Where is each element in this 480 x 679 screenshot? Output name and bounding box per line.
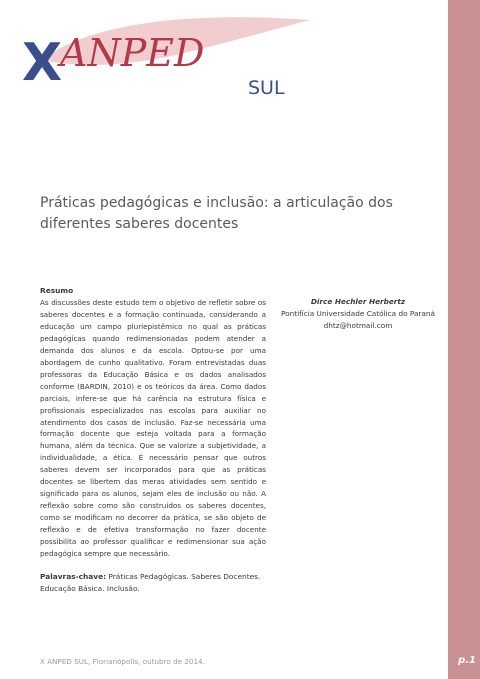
paper-title: Práticas pedagógicas e inclusão: a articulação dos diferentes saberes docentes: [40, 195, 393, 232]
author-email: dhtz@hotmail.com: [323, 321, 393, 330]
abstract-text: As discussões deste estudo tem o objetivo de refletir sobre os saberes docentes e a formação continuada, considerando a educação um campo pluriepistêmico no qual as práticas pedagógicas quando redimensionadas podem atender a demanda dos alunos e da escola. Optou-se por uma abordagem de cunho qualitativo. Foram entrevistadas duas professoras da Educação Básica e os dados analisados conforme (BARDIN, 2010) e os teóricos da área. Como dados parciais, infere-se que há carência na estrutura física e profissionais especializados nas escolas para auxiliar no atendimento dos casos de inclusão. Faz-se necessária uma formação docente que esteja voltada para a formação humana, além da técnica. Que se valorize a subjetividade, a individualidade, a ética. É necessário pensar que outros saberes devem ser incorporados para que as práticas docentes se libertem das meras atividades sem sentido e significado para os alunos, sejam eles de inclusão ou não. A reflexão sobre como são construídos os saberes docentes, como se modificam no decorrer da prática, se são objeto de reflexão e de efetiva transformação no fazer docente possibilita ao professor qualificar e redimensionar sua ação pedagógica sempre que necessário.: [40, 298, 266, 559]
page-number: p.1: [458, 655, 476, 666]
keywords-text: Práticas Pedagógicas. Saberes Docentes. Educação Básica. Inclusão.: [40, 571, 261, 593]
anped-logo-graphic: [22, 14, 312, 104]
logo-x-letter: X: [22, 33, 63, 93]
page-sidebar: [448, 0, 480, 679]
author-name: Dirce Hechler Herbertz: [310, 297, 406, 306]
footer-text: X ANPED SUL, Florianópolis, outubro de 2014.: [40, 657, 205, 666]
author-block: [278, 296, 438, 332]
logo-sul-text: SUL: [248, 77, 285, 99]
keywords-label: Palavras-chave:: [40, 571, 107, 581]
anped-logo: [22, 14, 312, 104]
logo-anped-text: ANPED: [60, 31, 205, 75]
abstract-heading: Resumo: [40, 286, 74, 295]
author-affiliation: Pontifícia Universidade Católica do Paraná: [281, 309, 435, 318]
abstract-section: [40, 285, 266, 595]
keywords: [40, 571, 266, 595]
